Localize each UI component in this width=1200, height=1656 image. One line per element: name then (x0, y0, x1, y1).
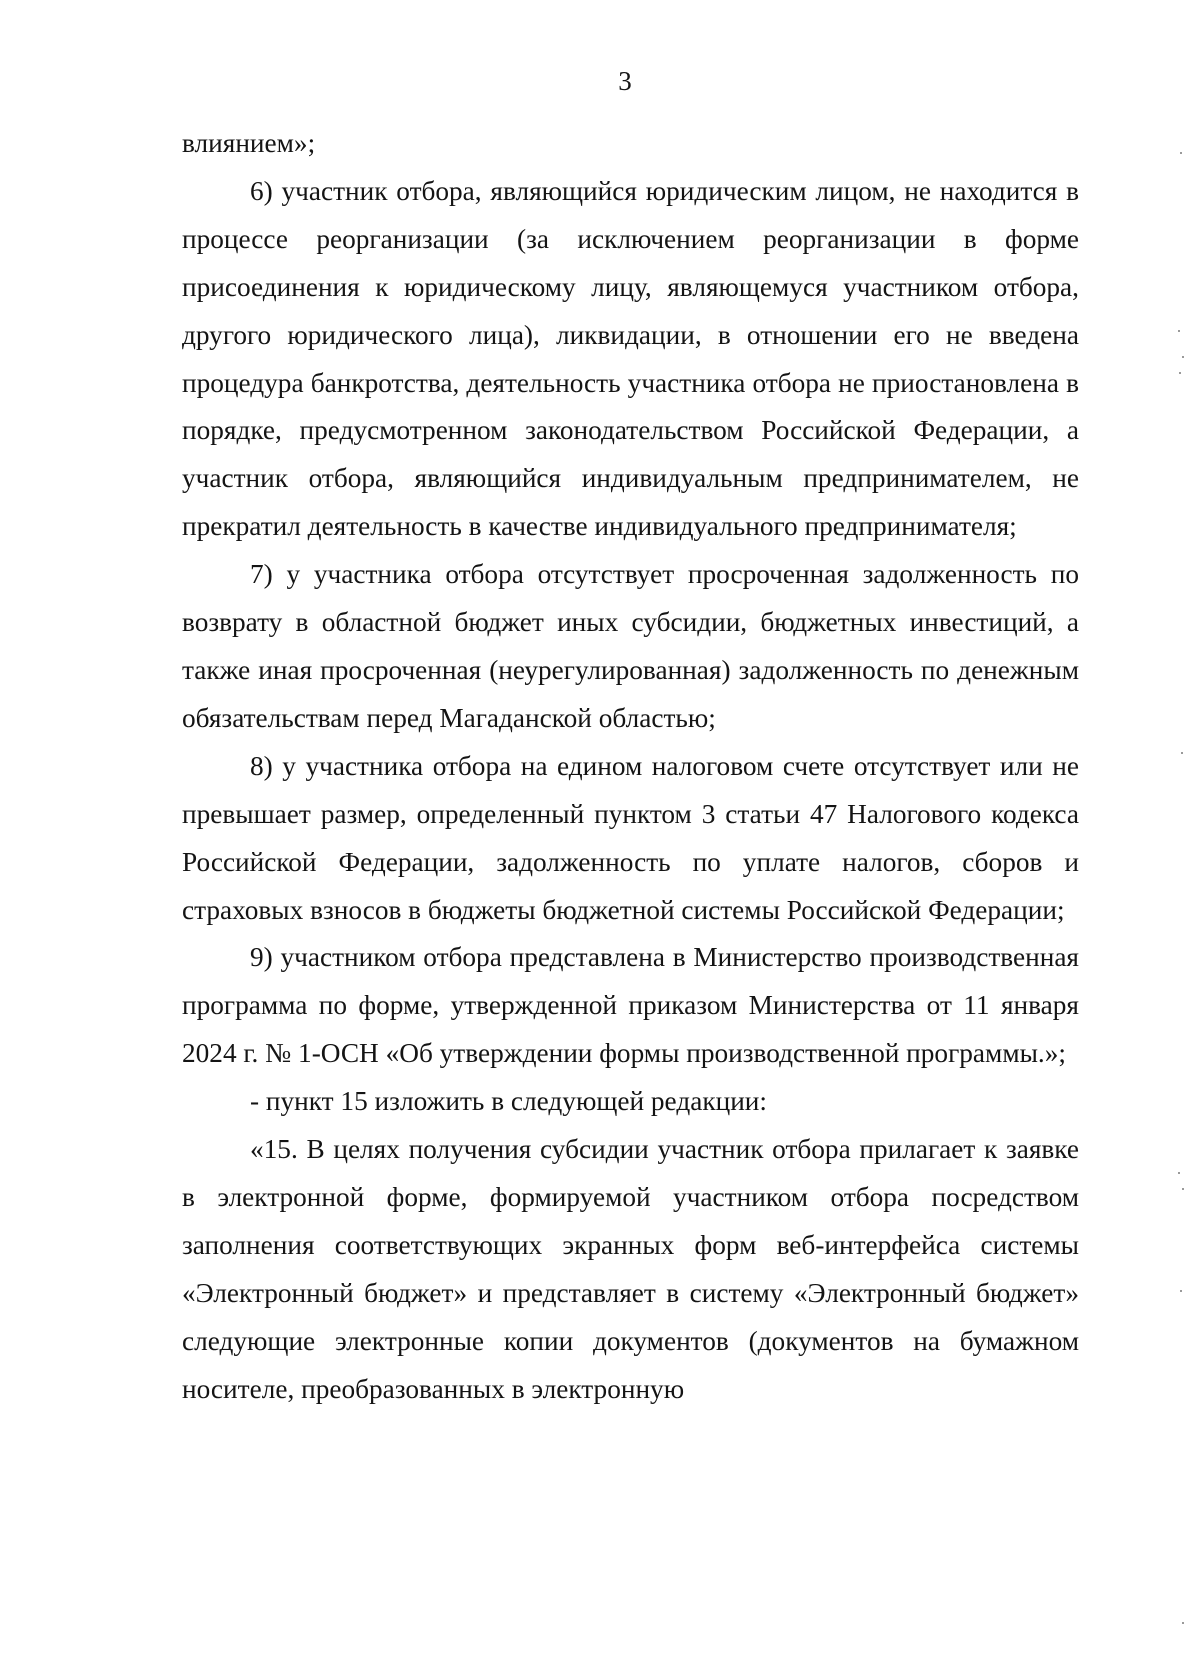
scan-speck (1178, 1172, 1180, 1174)
paragraph-item-9: 9) участником отбора представлена в Министерство производственная программа по форме, утвержденной приказом Министерства от 11 января 2024 г. № 1-ОСН «Об утверждении формы производственной программы.»; (182, 942, 1079, 1069)
paragraph-amendment-point-15: - пункт 15 изложить в следующей редакции: (250, 1086, 767, 1117)
scan-speck (1181, 752, 1183, 754)
paragraph-item-7: 7) у участника отбора отсутствует просроченная задолженность по возврату в областной бюджет иных субсидии, бюджетных инвестиций, а также иная просроченная (неурегулированная) задолженность по денежным обязательствам перед Магаданской областью; (182, 559, 1079, 733)
page-number: 3 (618, 66, 632, 96)
scan-speck (1180, 1290, 1182, 1292)
paragraph-continuation: влиянием»; (182, 128, 316, 158)
scan-speck (1182, 1188, 1184, 1190)
paragraph-point-15: «15. В целях получения субсидии участник отбора прилагает к заявке в электронной форме, формируемой участником отбора посредством заполнения соответствующих экранных форм веб-интерфейса системы «Электронный бюджет» и представляет в систему «Электронный бюджет» следующие электронные копии документов (документов на бумажном носителе, преобразованных в электронную (182, 1134, 1079, 1404)
scan-speck (1182, 1622, 1184, 1624)
paragraph-item-6: 6) участник отбора, являющийся юридическим лицом, не находится в процессе реорганизации (за исключением реорганизации в форме присоединения к юридическому лицу, являющемуся участником отбора, другого юридического лица), ликвидации, в отношении его не введена процедура банкротства, деятельность участника отбора не приостановлена в порядке, предусмотренном законодательством Российской Федерации, а участник отбора, являющийся индивидуальным предпринимателем, не прекратил деятельность в качестве индивидуального предпринимателя; (182, 175, 1079, 542)
paragraph-item-8: 8) у участника отбора на едином налоговом счете отсутствует или не превышает размер, определенный пунктом 3 статьи 47 Налогового кодекса Российской Федерации, задолженность по уплате налогов, сборов и страховых взносов в бюджеты бюджетной системы Российской Федерации; (182, 750, 1079, 925)
scan-speck (1180, 152, 1182, 154)
scan-speck (1178, 330, 1180, 332)
document-body (182, 120, 1079, 1413)
scan-speck (1179, 372, 1181, 374)
scan-speck (1182, 356, 1184, 358)
